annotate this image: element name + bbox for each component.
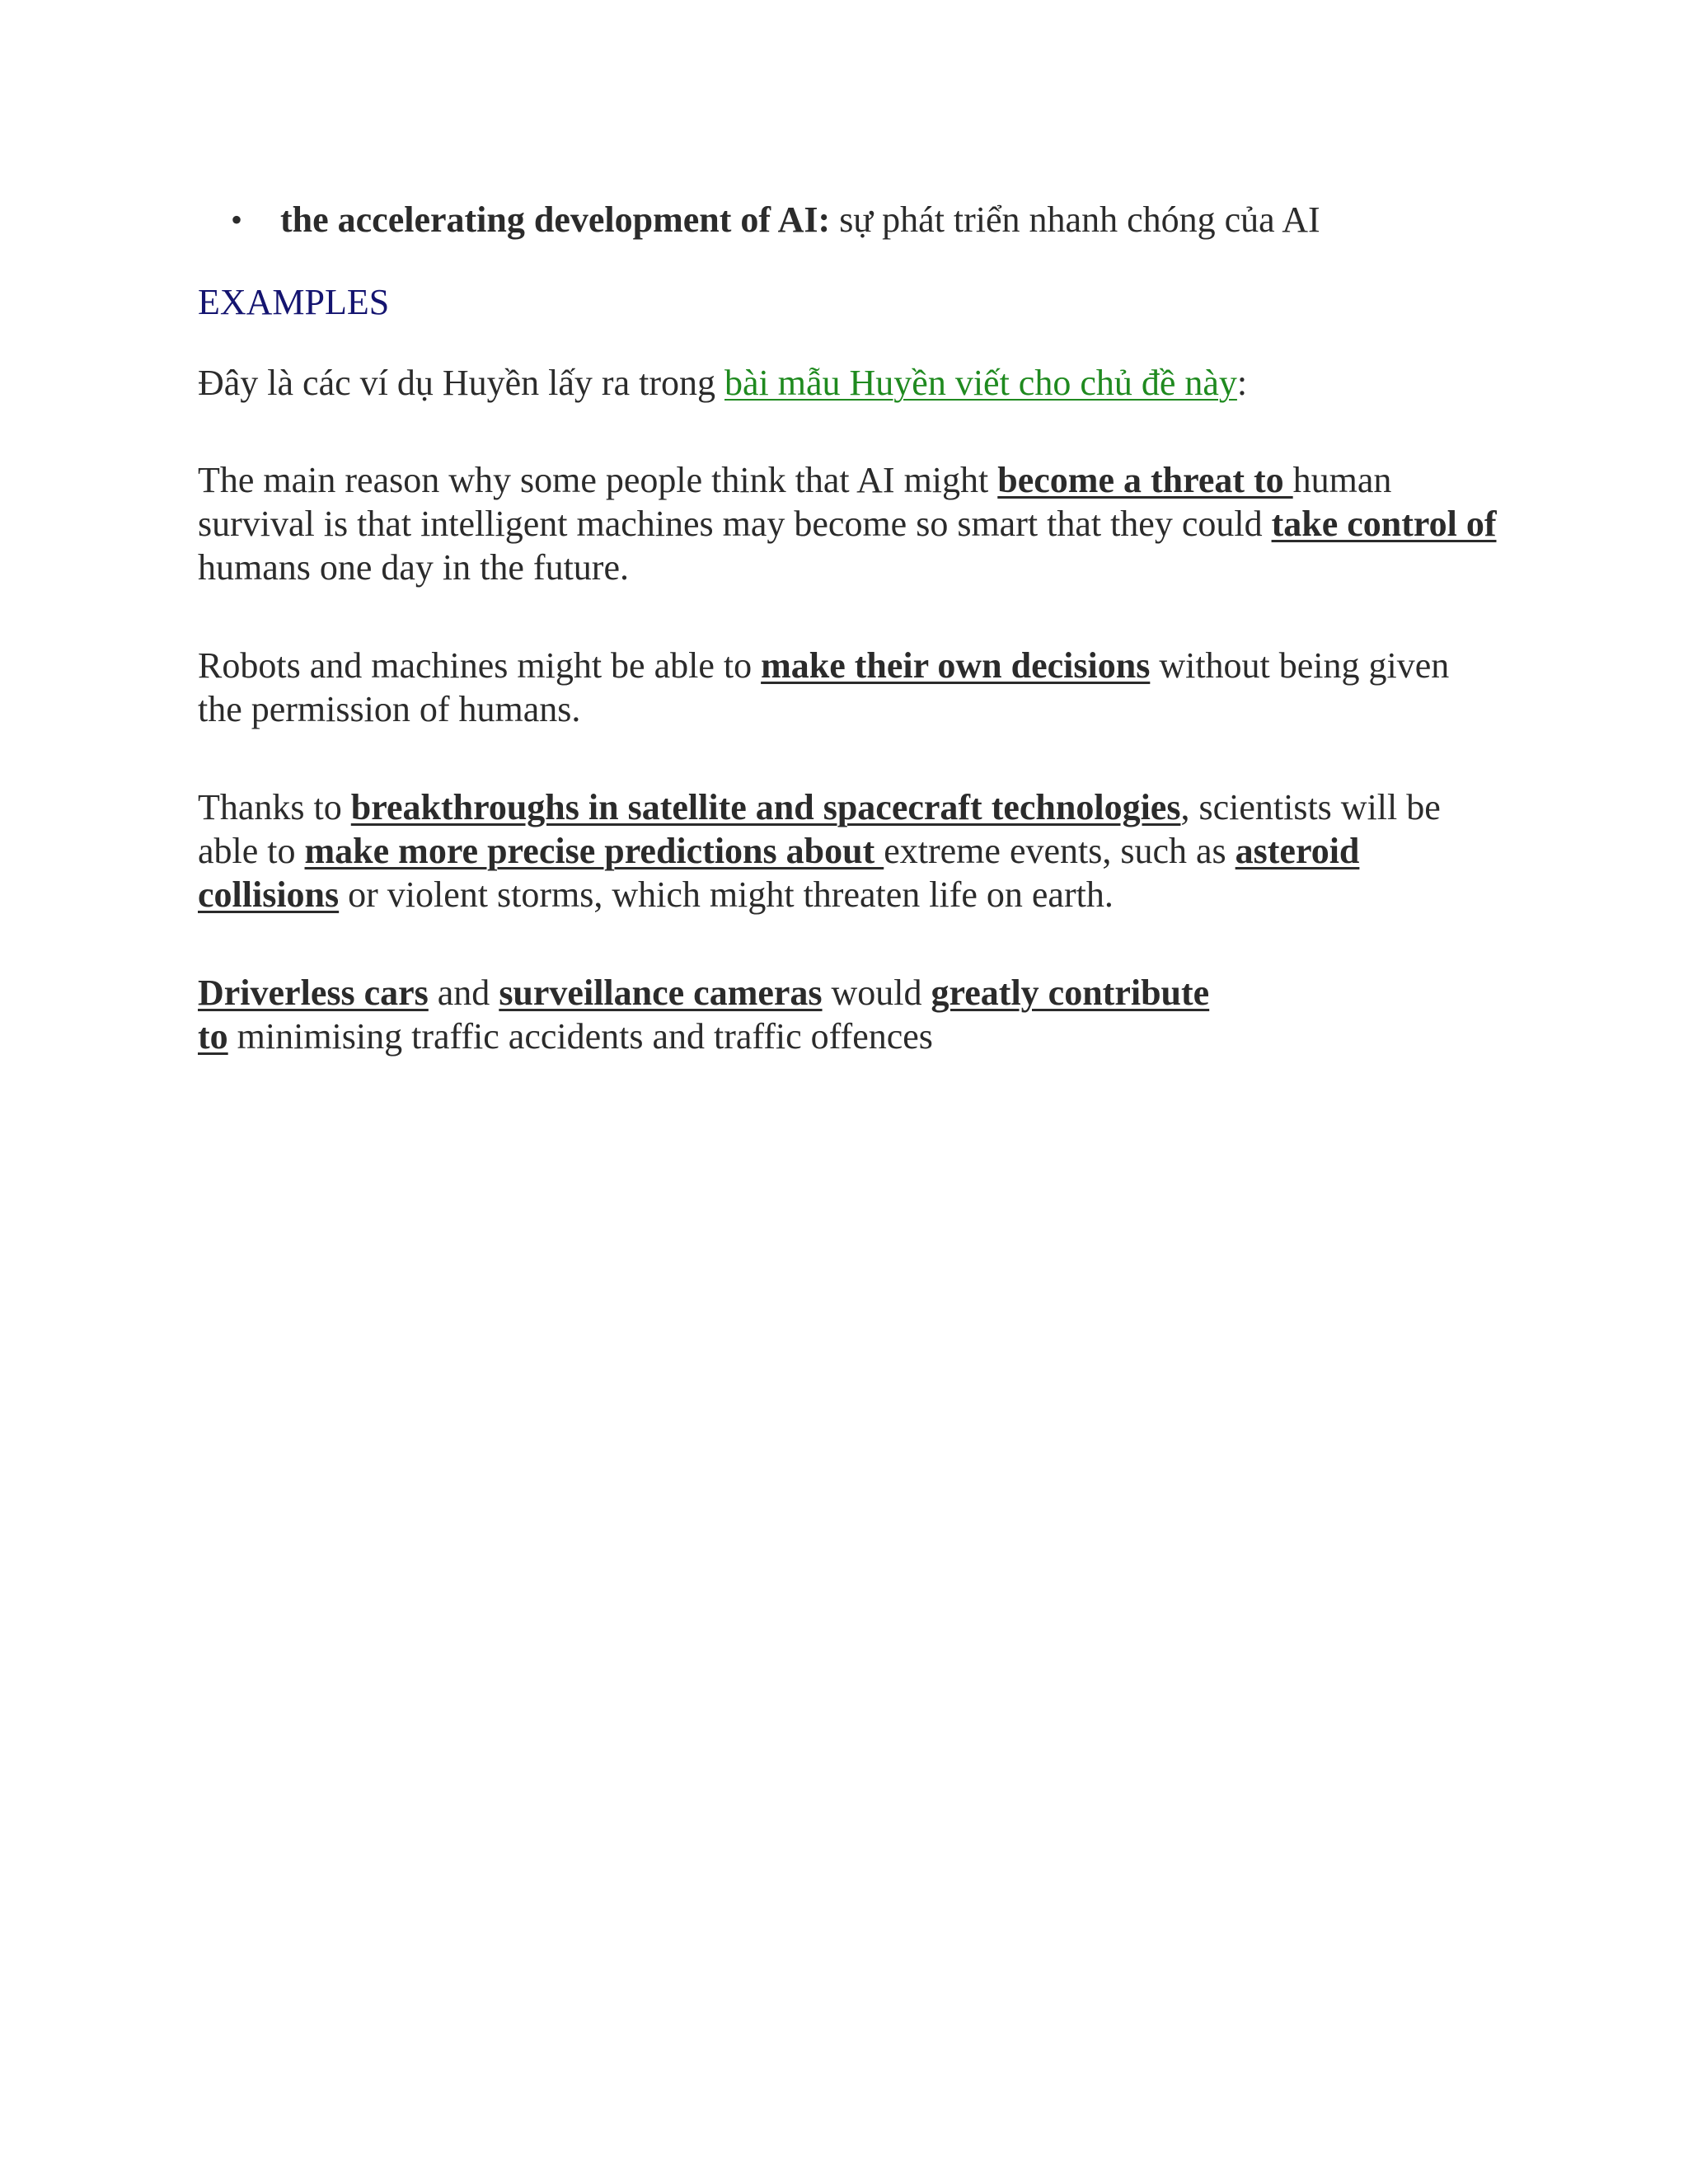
example-text: would [822, 972, 931, 1013]
document-page [198, 198, 1500, 1058]
vocab-bullet-item [198, 198, 1500, 242]
example-text: or violent storms, which might threaten life on earth. [339, 874, 1114, 915]
vocab-meaning: sự phát triển nhanh chóng của AI [830, 199, 1320, 240]
intro-text: Đây là các ví dụ Huyền lấy ra trong [198, 363, 724, 403]
keyword-phrase: become a threat to [997, 460, 1293, 500]
example-paragraph-4 [198, 971, 1500, 1058]
example-text: minimising traffic accidents and traffic offences [227, 1016, 933, 1057]
example-text: Thanks to [198, 787, 351, 827]
keyword-phrase: make more precise predictions about [304, 831, 884, 871]
example-paragraph-1 [198, 458, 1500, 589]
bullet-dot-icon: • [231, 201, 243, 238]
example-text: without being given the permission of humans. [198, 645, 1450, 729]
keyword-phrase: to [198, 1016, 228, 1057]
intro-colon: : [1236, 363, 1248, 403]
example-paragraph-3 [198, 785, 1500, 916]
example-text: Robots and machines might be able to [198, 645, 762, 686]
example-text: and [428, 972, 499, 1013]
example-text: , scientists will be able to [198, 787, 1441, 871]
keyword-phrase: greatly contribute [931, 972, 1210, 1013]
keyword-phrase: take control of [1271, 504, 1497, 544]
example-paragraph-2 [198, 644, 1500, 731]
vocab-term: the accelerating development of AI: [280, 199, 831, 240]
example-text: extreme events, such as [884, 831, 1236, 871]
keyword-phrase: asteroid collisions [198, 831, 1360, 915]
keyword-phrase: make their own decisions [761, 645, 1151, 686]
example-text: human survival is that intelligent machines may become so smart that they could [198, 460, 1392, 544]
sample-essay-link[interactable]: bài mẫu Huyền viết cho chủ đề này [724, 363, 1237, 403]
keyword-phrase: Driverless cars [198, 972, 429, 1013]
intro-paragraph [198, 361, 1500, 405]
example-text: The main reason why some people think that AI might [198, 460, 998, 500]
example-text: humans one day in the future. [198, 547, 629, 588]
section-heading: EXAMPLES [198, 282, 390, 322]
keyword-phrase: breakthroughs in satellite and spacecraft technologies [350, 787, 1181, 827]
keyword-phrase: surveillance cameras [499, 972, 823, 1013]
